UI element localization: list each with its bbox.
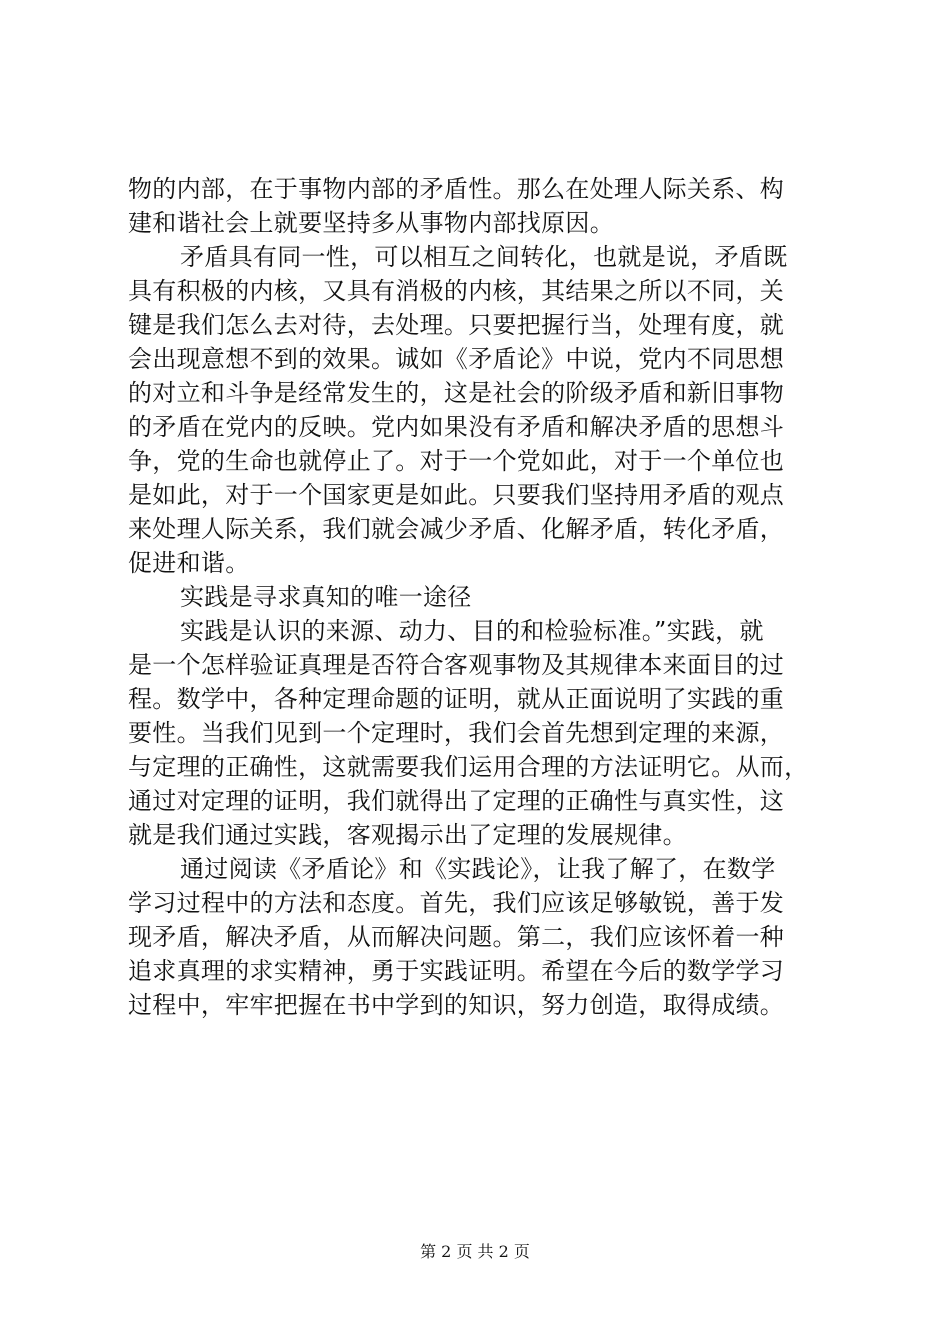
text-line: 追求真理的求实精神，勇于实践证明。希望在今后的数学学习: [128, 957, 785, 985]
text-line: 过程中，牢牢把握在书中学到的知识，努力创造，取得成绩。: [128, 991, 785, 1019]
text-line: 现矛盾，解决矛盾，从而解决问题。第二，我们应该怀着一种: [128, 923, 785, 951]
text-line: 会出现意想不到的效果。诚如《矛盾论》中说，党内不同思想: [128, 345, 785, 373]
text-line: 学习过程中的方法和态度。首先，我们应该足够敏锐，善于发: [128, 889, 785, 917]
text-line: 来处理人际关系，我们就会减少矛盾、化解矛盾，转化矛盾，: [128, 515, 785, 543]
text-line: 矛盾具有同一性，可以相互之间转化，也就是说，矛盾既: [180, 243, 788, 271]
text-line: 就是我们通过实践，客观揭示出了定理的发展规律。: [128, 821, 687, 849]
text-line: 要性。当我们见到一个定理时，我们会首先想到定理的来源，: [128, 719, 785, 747]
text-line: 建和谐社会上就要坚持多从事物内部找原因。: [128, 209, 614, 237]
text-line: 通过阅读《矛盾论》和《实践论》，让我了解了，在数学: [180, 855, 776, 883]
text-line: 通过对定理的证明，我们就得出了定理的正确性与真实性，这: [128, 787, 785, 815]
text-line: 争，党的生命也就停止了。对于一个党如此，对于一个单位也: [128, 447, 785, 475]
text-line: 键是我们怎么去对待，去处理。只要把握行当，处理有度，就: [128, 311, 785, 339]
text-line: 物的内部，在于事物内部的矛盾性。那么在处理人际关系、构: [128, 175, 785, 203]
text-line: 实践是寻求真知的唯一途径: [180, 583, 472, 611]
text-line: 与定理的正确性，这就需要我们运用合理的方法证明它。从而，: [128, 753, 809, 781]
text-line: 的矛盾在党内的反映。党内如果没有矛盾和解决矛盾的思想斗: [128, 413, 785, 441]
text-line: 具有积极的内核，又具有消极的内核，其结果之所以不同，关: [128, 277, 785, 305]
text-line: 实践是认识的来源、动力、目的和检验标准。”实践，就: [180, 617, 764, 645]
text-line: 是一个怎样验证真理是否符合客观事物及其规律本来面目的过: [128, 651, 785, 679]
text-line: 程。数学中，各种定理命题的证明，就从正面说明了实践的重: [128, 685, 785, 713]
text-line: 是如此，对于一个国家更是如此。只要我们坚持用矛盾的观点: [128, 481, 785, 509]
text-line: 促进和谐。: [128, 549, 250, 577]
page-footer: 第 2 页 共 2 页: [420, 1242, 530, 1261]
text-line: 的对立和斗争是经常发生的，这是社会的阶级矛盾和新旧事物: [128, 379, 785, 407]
body-text: [128, 172, 828, 1022]
